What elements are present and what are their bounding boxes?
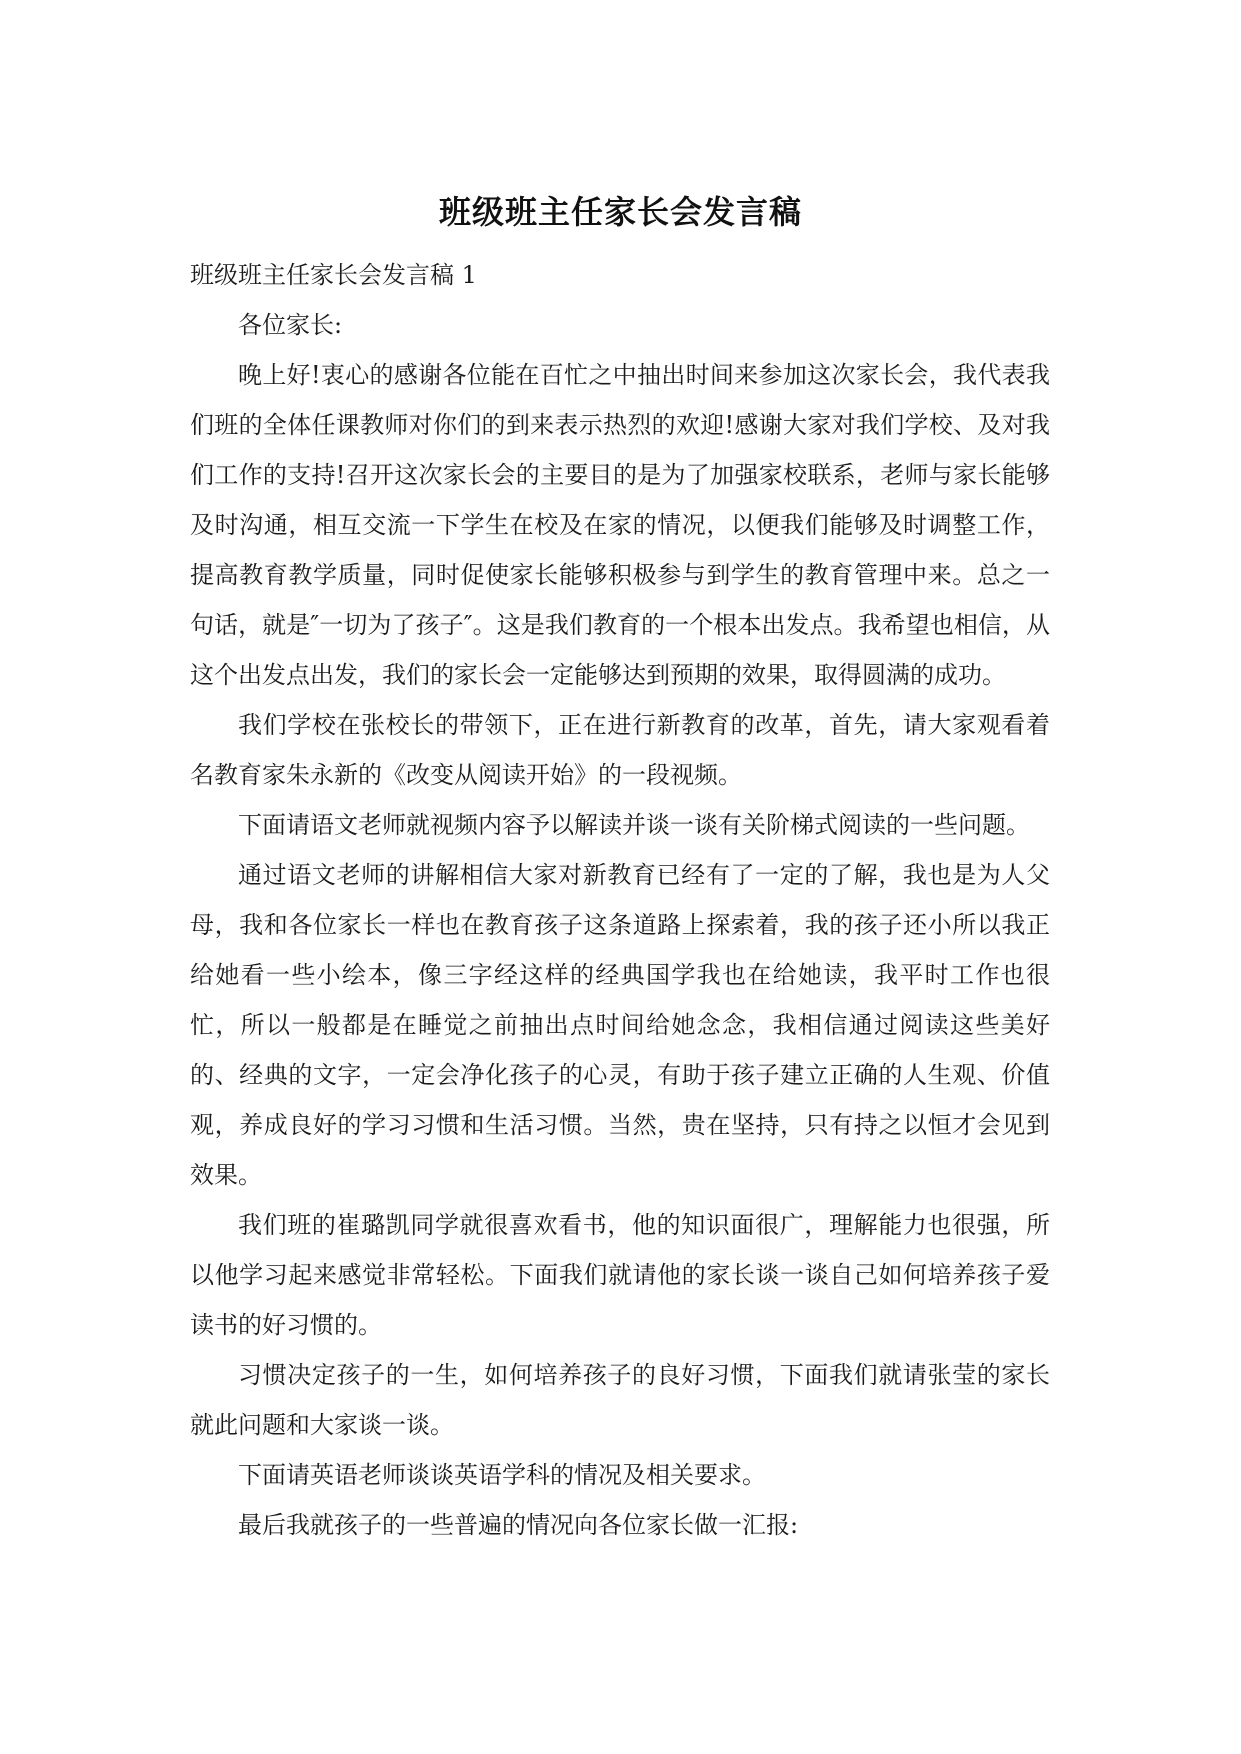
body-paragraph: 下面请语文老师就视频内容予以解读并谈一谈有关阶梯式阅读的一些问题。 xyxy=(238,811,1030,839)
section-heading: 班级班主任家长会发言稿 1 xyxy=(190,261,477,289)
body-paragraph: 通过语文老师的讲解相信大家对新教育已经有了一定的了解，我也是为人父母，我和各位家长一样也在教育孩子这条道路上探索着，我的孩子还小所以我正给她看一些小绘本，像三字经这样的经典国学我也在给她读，我平时工作也很忙，所以一般都是在睡觉之前抽出点时间给她念念，我相信通过阅读这些美好的、经典的文字，一定会净化孩子的心灵，有助于孩子建立正确的人生观、价值观，养成良好的学习习惯和生活习惯。当然，贵在坚持，只有持之以恒才会见到效果。 xyxy=(190,861,1050,1189)
salutation-paragraph: 各位家长: xyxy=(238,311,343,339)
body-paragraph: 习惯决定孩子的一生，如何培养孩子的良好习惯，下面我们就请张莹的家长就此问题和大家谈一谈。 xyxy=(190,1361,1050,1439)
body-paragraph: 晚上好!衷心的感谢各位能在百忙之中抽出时间来参加这次家长会，我代表我们班的全体任课教师对你们的到来表示热烈的欢迎!感谢大家对我们学校、及对我们工作的支持!召开这次家长会的主要目的是为了加强家校联系，老师与家长能够及时沟通，相互交流一下学生在校及在家的情况，以便我们能够及时调整工作，提高教育教学质量，同时促使家长能够积极参与到学生的教育管理中来。总之一句话，就是″一切为了孩子″。这是我们教育的一个根本出发点。我希望也相信，从这个出发点出发，我们的家长会一定能够达到预期的效果，取得圆满的成功。 xyxy=(190,361,1050,689)
document-body xyxy=(190,250,1050,1550)
body-paragraph: 下面请英语老师谈谈英语学科的情况及相关要求。 xyxy=(238,1461,766,1489)
body-paragraph: 最后我就孩子的一些普遍的情况向各位家长做一汇报: xyxy=(238,1511,799,1539)
body-paragraph: 我们学校在张校长的带领下，正在进行新教育的改革，首先，请大家观看着名教育家朱永新的《改变从阅读开始》的一段视频。 xyxy=(190,711,1050,789)
document-title: 班级班主任家长会发言稿 xyxy=(438,193,802,231)
body-paragraph: 我们班的崔璐凯同学就很喜欢看书，他的知识面很广，理解能力也很强，所以他学习起来感觉非常轻松。下面我们就请他的家长谈一谈自己如何培养孩子爱读书的好习惯的。 xyxy=(190,1211,1050,1339)
